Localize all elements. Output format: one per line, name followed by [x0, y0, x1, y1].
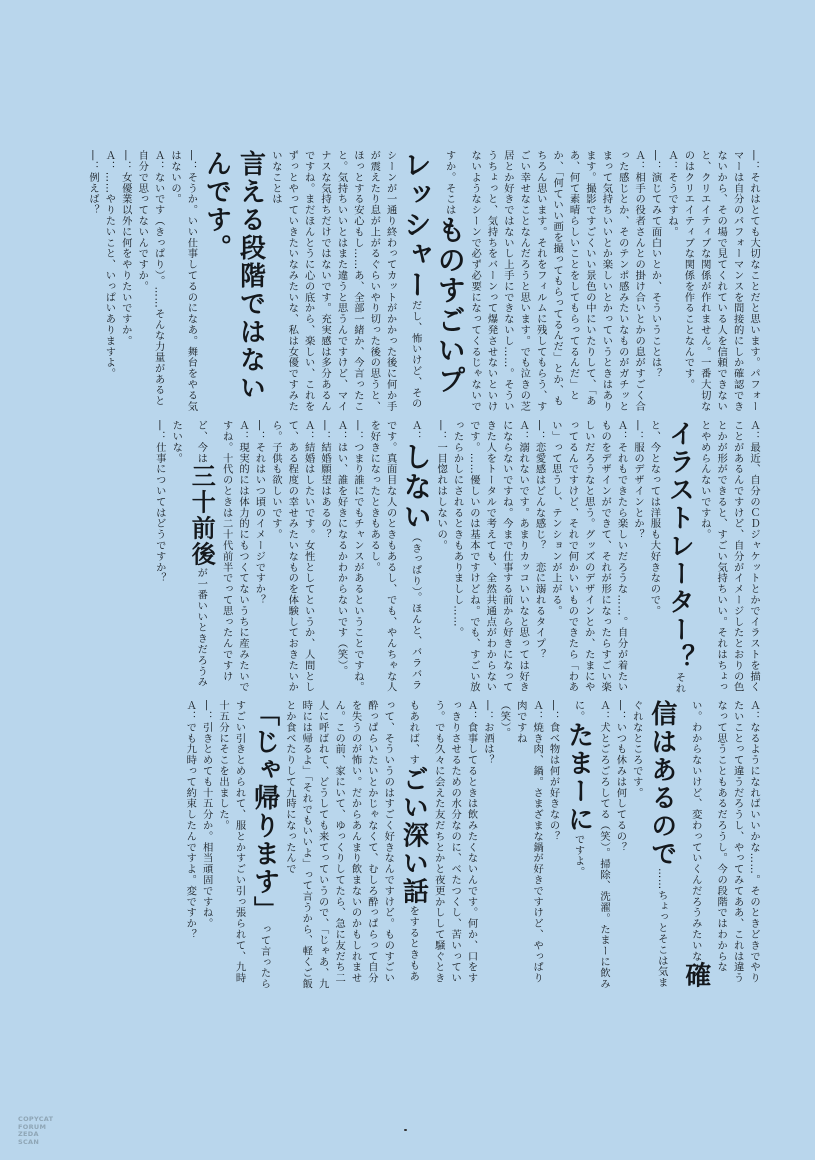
- paragraph-text: Ａ：犬とごろごろしてる（笑）。掃除、洗濯。たまーに飲みに。: [572, 700, 610, 990]
- watermark-line: SCAN: [18, 1137, 40, 1146]
- paragraph-text: Ａ：焼き肉、鍋。さまざまな鍋が好きですけど、やっぱり肉ですね: [514, 700, 544, 984]
- interview-paragraph: [531, 420, 547, 695]
- interview-paragraph: [251, 420, 267, 695]
- paragraph-text: Ａ：はい、誰を好きになるかわからないです（笑）。: [335, 420, 348, 677]
- interview-paragraph: [664, 150, 680, 415]
- interview-paragraph: [696, 420, 762, 695]
- paragraph-text: Ａ：それもできたら楽しいだろうな……。自分が着たいものをデザインができて、それが形になったらすごい楽しいだろうなと思う。グッズのデザインとか、たまにやってるんですけど、それで何かいいものできたら「わあい」って思うし、テンションが上がる。: [549, 420, 628, 693]
- page-mark: [404, 1129, 407, 1131]
- paragraph-text: ―：そうか。いい仕事してるのになあ。舞台をやる気はないの。: [169, 150, 198, 412]
- interview-paragraph: [612, 700, 628, 990]
- pull-quote: ものすごいプレッシャー: [399, 150, 467, 396]
- paragraph-text: ―：それはいつ頃のイメージですか？: [253, 420, 266, 606]
- paragraph-text: ―：例えば？: [87, 150, 99, 216]
- paragraph-text: Ａ：食事してるときは飲みたくないんです。何か、口をすっきりさせるための水分なのに、べたつくし、苦いっていう。でも久々に会えた友だちとかと夜更かしして騒ぐときもあれば、す: [407, 700, 478, 984]
- paragraph-text: （笑）。: [498, 700, 511, 739]
- interview-paragraph: [562, 700, 612, 990]
- interview-paragraph: [167, 150, 200, 415]
- interview-paragraph: [630, 420, 646, 695]
- pull-quote: 確信はあるので: [646, 700, 711, 990]
- paragraph-text: Ａ：最近、自分のＣＤジャケットとかでイラストを描くことがあるんですけど、自分がイメージしたとおりの色とかが形ができると、すごい気持ちいい。それはちょっとやめらんないですね。: [698, 420, 760, 693]
- paragraph-text: が一番いいときだろうみたいな。: [170, 420, 208, 688]
- paragraph-text: ―：結婚願望はあるの？: [319, 420, 332, 540]
- paragraph-text: ―：食べ物は何が好きなの？: [547, 700, 560, 842]
- interview-paragraph: [496, 700, 512, 990]
- paragraph-text: Ａ：でも九時って約束したんですよ。変ですか？: [184, 700, 197, 940]
- paragraph-text: Ａ：なるようになればいいかな……。そのときどきでやりたいことって違うだろうし、やってみてああ、これは違うなって思うこともあるだろうし。今の段階ではわからない。わからないけど、変わっていくんだろうみたいな: [689, 700, 760, 984]
- paragraph-text: Ａ：そうですね。: [665, 150, 678, 238]
- interview-paragraph: [117, 150, 133, 415]
- interview-paragraph: [182, 700, 198, 990]
- paragraph-text: （きっぱり）。ほんと、バラバラです。真面目な人のときもあるし、でも、やんちゃな人を好きになったときもあるし。: [368, 420, 422, 693]
- text-tier-bottom: [52, 700, 762, 990]
- pull-quote: イラストレーター？: [664, 420, 695, 672]
- interview-paragraph: [168, 420, 251, 695]
- interview-paragraph: [646, 420, 696, 695]
- pull-quote: たまーに: [563, 721, 594, 834]
- interview-paragraph: [215, 700, 282, 990]
- interview-paragraph: [349, 420, 365, 695]
- paragraph-text: だし、怖いけど、そのシーンが一通り終わってカットがかかった後に何か手が震えたり息が上がるぐらいやり切った後の思うと、ほっとする安心もし……あ、全部一緒か、今言ったこと。気持ちいいとはまた違うと思うんですけど、マイナスな気持ちだけではないです。充実感は多分あるんですね。まだほんとうに心の底から、楽しい、これをずっとやっていきたいなみたいな、私は女優ですみたいなことは: [269, 150, 422, 412]
- pull-quote: 三十前後: [187, 463, 216, 568]
- text-tier-top: [52, 150, 762, 415]
- interview-paragraph: [333, 420, 349, 695]
- interview-paragraph: [449, 420, 531, 695]
- paragraph-text: ―：引きとめても十五分か。相当頑固ですね。: [200, 700, 213, 929]
- pull-quote: しない: [399, 441, 433, 532]
- interview-paragraph: [366, 420, 433, 695]
- paragraph-text: ―：恋愛感はどんな感じ？ 恋に溺れるタイプ？: [533, 420, 546, 660]
- scan-watermark: [18, 1116, 53, 1146]
- paragraph-text: ですよ。: [572, 833, 585, 878]
- interview-paragraph: [134, 150, 167, 415]
- watermark-line: COPYCAT: [18, 1115, 54, 1123]
- interview-paragraph: [647, 150, 663, 415]
- pull-quote: ごい深い話: [398, 765, 429, 906]
- interview-paragraph: [433, 420, 449, 695]
- text-tier-middle: [52, 420, 762, 695]
- interview-paragraph: [267, 150, 647, 415]
- interview-paragraph: [545, 700, 561, 990]
- paragraph-text: って言ったらすごい引きとめられて、服とかすごい引っ張られて、九時十五分にそこを出ました。: [217, 700, 271, 990]
- paragraph-text: ―：女優業以外に何をやりたいですか。: [119, 150, 132, 347]
- paragraph-text: ―：服のデザインとか？: [631, 420, 644, 540]
- interview-paragraph: [85, 150, 101, 415]
- paragraph-text: ―：お酒は？: [481, 700, 494, 766]
- paragraph-text: ―：それはとても大切なことだと思います。パフォーマーは自分のパフォーマンスを間接的にしか確認できないから、その場で見てくれている人を信頼できないと、クリエイティブな関係が作れません。一番大切なのはクリエイティブな関係を作ることなんです。: [682, 150, 760, 412]
- paragraph-text: ―：一目惚れはしないの。: [435, 420, 448, 551]
- interview-paragraph: [628, 700, 762, 990]
- pull-quote: 言える段階ではないんです。: [201, 150, 266, 402]
- paragraph-text: をするときもあって、そういうのはすごく好きなんですけど。ものすごい酔っぱらいたいとかじゃなくて、むしろ酔っぱらって自分を失うのが怖い。だからあんまり飲まないのかもしれません。この前、家にいて、ゆっくりしてたら、急に友だち二人に呼ばれて、どうしても来てっていうので、「じゃあ、九時には帰るよ」「それでもいいよ」って言うから、軽くご飯とか食べたりして九時になったんで: [283, 700, 420, 990]
- interview-paragraph: [198, 700, 214, 990]
- paragraph-text: ―：仕事についてはどうですか？: [153, 420, 166, 584]
- paragraph-text: Ａ：相手の役者さんとの掛け合いとかの息がすごく合った感じとか、そのテンポ感みたいなものがガチッとまって気持ちいいとか楽しいとかっていうときはあります。撮影ですごくいい景色の中にいたりして、「ああ、何て素晴らしいことをしてもらってるんだ」とか、「何ていい画を撮ってもらってるんだ」とか、もちろん思います。それをフィルムに残してもらう、すごい幸せなことなんだろうと思います。でも泣きの芝居とか好きではないし上手にできないし……。そういうちょっと、気持ちをバーンって爆発させないといけないようなシーンで必ず必要になってくるじゃないですか。そこは: [443, 150, 646, 412]
- interview-paragraph: [512, 700, 545, 990]
- interview-paragraph: [267, 420, 316, 695]
- interview-paragraph: [317, 420, 333, 695]
- pull-quote: 「じゃ帰ります」: [249, 700, 280, 924]
- interview-paragraph: [548, 420, 630, 695]
- interview-paragraph: [101, 150, 117, 415]
- watermark-line: FORUM: [18, 1122, 47, 1131]
- paragraph-text: ―：つまり誰にでもチャンスがあるということですね。: [351, 420, 364, 693]
- paragraph-text: Ａ：ないです（きっぱり）。……そんな力量があると自分で思ってないんですか。: [136, 150, 165, 407]
- paragraph-text: Ａ：……やりたいこと、いっぱいありますよ。: [103, 150, 116, 379]
- interview-paragraph: [151, 420, 167, 695]
- paragraph-text: Ａ：: [409, 420, 422, 442]
- paragraph-text: ……ちょっとそこは気まぐれなところです。: [630, 700, 668, 988]
- interview-paragraph: [199, 150, 267, 415]
- interview-paragraph: [480, 700, 496, 990]
- paragraph-text: ―：演じてみて面白いとか、そういうことは？: [649, 150, 662, 379]
- paragraph-text: Ａ：結婚はしたいです。女性としてというか、人間として、ある程度の幸せみたいなものを体験しておきたいから。子供も欲しいです。: [269, 420, 315, 693]
- paragraph-text: Ａ：溺れないです。あまりカッコいいなと思っては好きにならないですね。今まで仕事する前から好きになってきた人をトータルで考えても、全然共通点がわからないです。……優しいのは基本ですけどね。でも、すごい放ったらかしにされるときもありましし……。: [451, 420, 530, 693]
- watermark-line: ZEDA: [18, 1130, 39, 1138]
- paragraph-text: それと、今となっては洋服も大好きなので。: [648, 420, 686, 694]
- interview-paragraph: [281, 700, 479, 990]
- interview-paragraph: [680, 150, 762, 415]
- paragraph-text: Ａ：現実的には体力的にもつくてないうちに産みたいですね。十代のときは二十代前半でって思ったんですけど、今は: [195, 420, 250, 693]
- paragraph-text: ―：いつも休みは何してるの？: [614, 700, 627, 853]
